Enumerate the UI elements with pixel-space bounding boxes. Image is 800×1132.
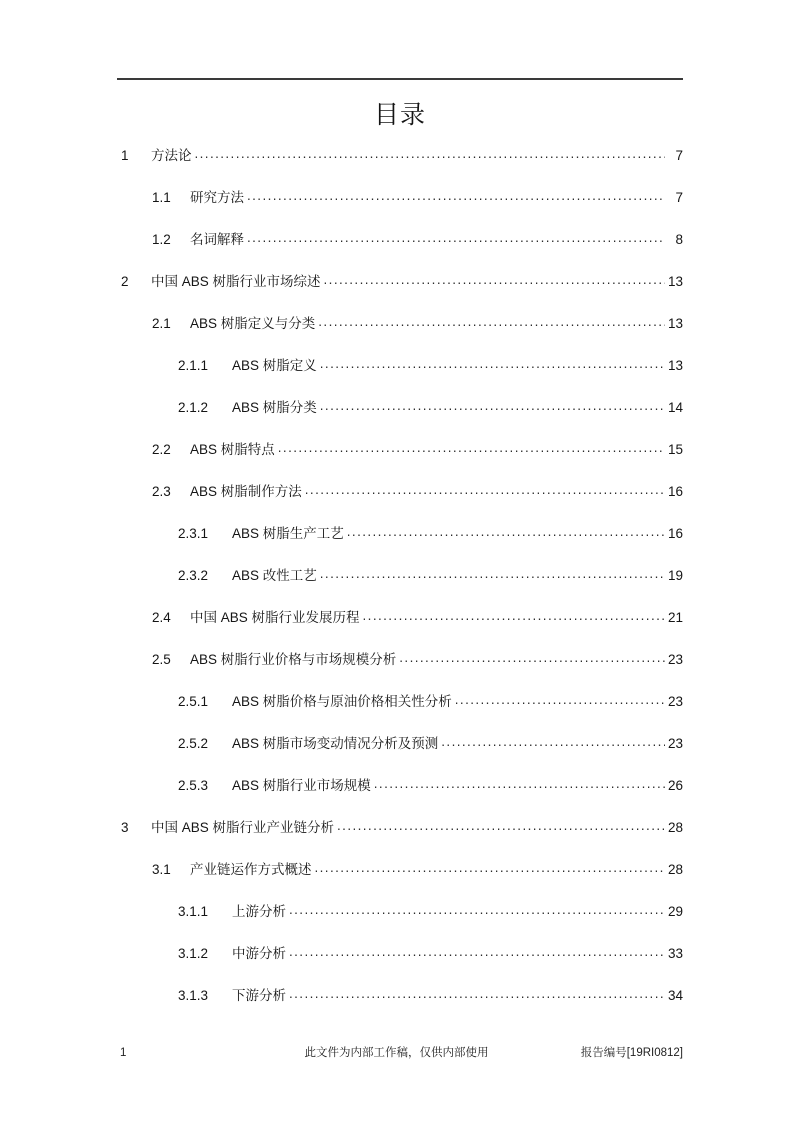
toc-dot-leader bbox=[320, 566, 665, 580]
toc-dot-leader bbox=[289, 986, 665, 1000]
toc-dot-leader bbox=[289, 944, 665, 958]
toc-entry-page-number: 14 bbox=[667, 400, 683, 415]
toc-entry-label: ABS 树脂价格与原油价格相关性分析 bbox=[232, 694, 452, 709]
toc-entry-page-number: 34 bbox=[667, 988, 683, 1003]
toc-entry-number: 3 bbox=[121, 820, 129, 835]
toc-entry-label: 中游分析 bbox=[232, 946, 286, 961]
toc-dot-leader bbox=[337, 818, 665, 832]
toc-dot-leader bbox=[195, 146, 666, 160]
toc-entry[interactable] bbox=[117, 272, 683, 314]
toc-entry-page-number: 7 bbox=[675, 190, 683, 205]
toc-entry-page-number: 28 bbox=[667, 862, 683, 877]
toc-dot-leader bbox=[399, 650, 665, 664]
toc-entry[interactable] bbox=[117, 860, 683, 902]
toc-entry-page-number: 13 bbox=[667, 316, 683, 331]
toc-entry-label: 方法论 bbox=[151, 148, 192, 163]
footer-confidentiality-note: 此文件为内部工作稿，仅供内部使用 bbox=[304, 1047, 489, 1059]
toc-entry-number: 3.1.1 bbox=[178, 904, 209, 919]
toc-entry[interactable] bbox=[117, 398, 683, 440]
toc-entry-page-number: 21 bbox=[667, 610, 683, 625]
footer-page-number: 1 bbox=[120, 1047, 127, 1059]
toc-dot-leader bbox=[289, 902, 665, 916]
toc-entry[interactable] bbox=[117, 356, 683, 398]
toc-entry-label: 产业链运作方式概述 bbox=[190, 862, 312, 877]
toc-entry-number: 2.1.2 bbox=[178, 400, 209, 415]
toc-entry-label: ABS 改性工艺 bbox=[232, 568, 317, 583]
toc-entry-label: ABS 树脂特点 bbox=[190, 442, 275, 457]
toc-entry-number: 2.2 bbox=[152, 442, 171, 457]
toc-entry-page-number: 16 bbox=[667, 484, 683, 499]
toc-entry[interactable] bbox=[117, 314, 683, 356]
toc-dot-leader bbox=[318, 314, 665, 328]
toc-entry[interactable] bbox=[117, 566, 683, 608]
toc-dot-leader bbox=[320, 356, 665, 370]
toc-entry-number: 2.5 bbox=[152, 652, 171, 667]
toc-dot-leader bbox=[315, 860, 666, 874]
toc-entry-label: ABS 树脂行业价格与市场规模分析 bbox=[190, 652, 397, 667]
toc-entry-number: 1.2 bbox=[152, 232, 171, 247]
page-title: 目录 bbox=[373, 101, 426, 129]
toc-dot-leader bbox=[455, 692, 665, 706]
table-of-contents bbox=[117, 146, 683, 1028]
toc-dot-leader bbox=[247, 188, 665, 202]
toc-entry-page-number: 8 bbox=[675, 232, 683, 247]
toc-entry-number: 2.4 bbox=[152, 610, 171, 625]
toc-entry-number: 2.1.1 bbox=[178, 358, 209, 373]
toc-dot-leader bbox=[320, 398, 665, 412]
toc-dot-leader bbox=[278, 440, 665, 454]
toc-entry-page-number: 23 bbox=[667, 694, 683, 709]
toc-entry-page-number: 29 bbox=[667, 904, 683, 919]
toc-entry-page-number: 23 bbox=[667, 652, 683, 667]
toc-dot-leader bbox=[374, 776, 665, 790]
toc-entry-number: 2.5.1 bbox=[178, 694, 209, 709]
toc-entry[interactable] bbox=[117, 776, 683, 818]
toc-entry[interactable] bbox=[117, 650, 683, 692]
toc-entry-label: ABS 树脂市场变动情况分析及预测 bbox=[232, 736, 439, 751]
toc-entry-number: 2.1 bbox=[152, 316, 171, 331]
toc-dot-leader bbox=[363, 608, 665, 622]
toc-entry[interactable] bbox=[117, 944, 683, 986]
toc-entry-number: 2.3 bbox=[152, 484, 171, 499]
toc-dot-leader bbox=[441, 734, 665, 748]
toc-entry-number: 2.5.2 bbox=[178, 736, 209, 751]
toc-entry-label: ABS 树脂定义 bbox=[232, 358, 317, 373]
toc-entry-number: 2.3.1 bbox=[178, 526, 209, 541]
toc-entry-label: ABS 树脂制作方法 bbox=[190, 484, 302, 499]
toc-entry-number: 2.5.3 bbox=[178, 778, 209, 793]
toc-entry-label: 下游分析 bbox=[232, 988, 286, 1003]
toc-entry-page-number: 28 bbox=[667, 820, 683, 835]
toc-entry[interactable] bbox=[117, 188, 683, 230]
toc-entry[interactable] bbox=[117, 230, 683, 272]
toc-entry[interactable] bbox=[117, 986, 683, 1028]
toc-entry-page-number: 33 bbox=[667, 946, 683, 961]
toc-entry-number: 3.1 bbox=[152, 862, 171, 877]
toc-entry-page-number: 15 bbox=[667, 442, 683, 457]
toc-entry-label: 上游分析 bbox=[232, 904, 286, 919]
toc-entry-number: 1 bbox=[121, 148, 129, 163]
toc-entry-number: 2 bbox=[121, 274, 129, 289]
toc-dot-leader bbox=[247, 230, 665, 244]
toc-entry[interactable] bbox=[117, 734, 683, 776]
toc-entry-label: ABS 树脂行业市场规模 bbox=[232, 778, 371, 793]
toc-entry-label: 中国 ABS 树脂行业市场综述 bbox=[151, 274, 321, 289]
toc-entry-label: ABS 树脂分类 bbox=[232, 400, 317, 415]
toc-entry-label: 研究方法 bbox=[190, 190, 244, 205]
toc-entry-page-number: 13 bbox=[667, 358, 683, 373]
toc-entry-number: 3.1.2 bbox=[178, 946, 209, 961]
toc-entry[interactable] bbox=[117, 608, 683, 650]
toc-entry-number: 1.1 bbox=[152, 190, 171, 205]
toc-entry[interactable] bbox=[117, 440, 683, 482]
toc-entry-label: 中国 ABS 树脂行业发展历程 bbox=[190, 610, 360, 625]
toc-entry-page-number: 7 bbox=[675, 148, 683, 163]
toc-entry-page-number: 26 bbox=[667, 778, 683, 793]
page-footer bbox=[117, 1042, 683, 1064]
toc-entry-page-number: 23 bbox=[667, 736, 683, 751]
toc-dot-leader bbox=[305, 482, 665, 496]
header-rule bbox=[117, 78, 683, 80]
toc-dot-leader bbox=[347, 524, 665, 538]
toc-entry-page-number: 13 bbox=[667, 274, 683, 289]
toc-entry[interactable] bbox=[117, 692, 683, 734]
toc-entry[interactable] bbox=[117, 146, 683, 188]
toc-entry-page-number: 19 bbox=[667, 568, 683, 583]
toc-entry[interactable] bbox=[117, 524, 683, 566]
toc-entry[interactable] bbox=[117, 482, 683, 524]
toc-entry-number: 3.1.3 bbox=[178, 988, 209, 1003]
toc-entry-number: 2.3.2 bbox=[178, 568, 209, 583]
toc-entry[interactable] bbox=[117, 818, 683, 860]
toc-entry-label: ABS 树脂生产工艺 bbox=[232, 526, 344, 541]
toc-entry-page-number: 16 bbox=[667, 526, 683, 541]
toc-entry-label: ABS 树脂定义与分类 bbox=[190, 316, 316, 331]
toc-entry[interactable] bbox=[117, 902, 683, 944]
toc-dot-leader bbox=[324, 272, 665, 286]
footer-report-id: 报告编号[19RI0812] bbox=[580, 1047, 683, 1059]
toc-entry-label: 中国 ABS 树脂行业产业链分析 bbox=[151, 820, 335, 835]
toc-entry-label: 名词解释 bbox=[190, 232, 244, 247]
